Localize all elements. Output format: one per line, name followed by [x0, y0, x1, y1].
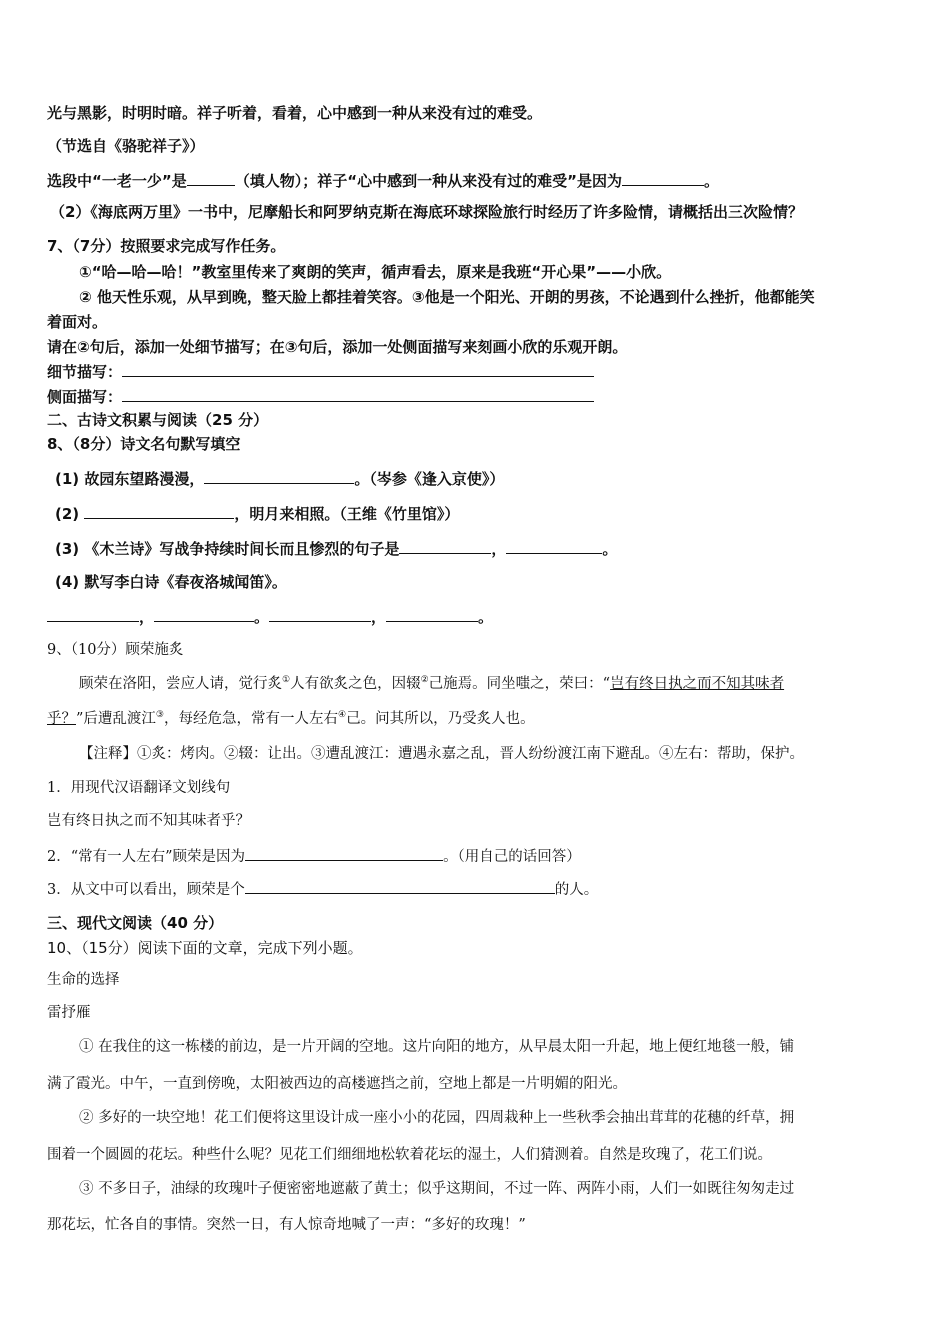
question-7-sentence-2: ② 他天性乐观，从早到晚，整天脸上都挂着笑容。③他是一个阳光、开朗的男孩，不论遇到什么挫折，他都能笑 [79, 288, 815, 306]
answer-blank[interactable] [154, 606, 254, 622]
answer-blank[interactable] [622, 170, 704, 186]
question-6-1: 选段中“一老一少”是 （填人物）；祥子“心中感到一种从来没有过的难受”是因为 。 [47, 172, 719, 190]
side-description-blank[interactable] [122, 386, 594, 402]
article-paragraph-3: ③ 不多日子，油绿的玫瑰叶子便密密地遮蔽了黄土；似乎这期间，不过一阵、两阵小雨，人们一如既往匆匆走过 [79, 1181, 795, 1197]
question-9-2: 2．“常有一人左右”顾荣是因为 。（用自己的话回答） [47, 845, 581, 867]
question-9-header: 9、（10分）顾荣施炙 [47, 642, 184, 658]
article-paragraph-2-cont: 围着一个圆圆的花坛。种些什么呢？见花工们细细地松软着花坛的湿土，人们猜测着。自然是玫瑰了，花工们说。 [47, 1147, 772, 1163]
classical-text-line-1: 顾荣在洛阳，尝应人请，觉行炙①人有欲炙之色，因辍②己施焉。同坐嗤之，荣曰：“岂有终日执之而不知其味者 [79, 675, 785, 692]
section-3-title: 三、现代文阅读（40 分） [47, 914, 224, 932]
question-8-4: (4) 默写李白诗《春夜洛城闻笛》。 [55, 573, 287, 591]
answer-blank[interactable] [269, 606, 371, 622]
side-description-row: 侧面描写： [47, 386, 594, 407]
question-8-4-blanks: ， 。 ， 。 [47, 606, 493, 627]
article-paragraph-3-cont: 那花坛，忙各自的事情。突然一日，有人惊奇地喊了一声：“多好的玫瑰！” [47, 1217, 526, 1233]
answer-blank[interactable] [245, 878, 555, 894]
detail-description-blank[interactable] [122, 361, 594, 377]
answer-blank[interactable] [204, 468, 354, 484]
answer-blank[interactable] [245, 845, 443, 861]
answer-blank[interactable] [187, 170, 235, 186]
question-8-2: (2) ，明月来相照。（王维《竹里馆》） [55, 505, 460, 523]
article-title: 生命的选择 [47, 972, 120, 988]
question-7-header: 7、（7分）按照要求完成写作任务。 [47, 237, 286, 255]
question-6-2: （2）《海底两万里》一书中，尼摩船长和阿罗纳克斯在海底环球探险旅行时经历了许多险情，请概括出三次险情？ [50, 203, 803, 221]
question-9-3: 3．从文中可以看出，顾荣是个 的人。 [47, 878, 598, 900]
article-paragraph-1: ① 在我住的这一栋楼的前边，是一片开阔的空地。这片向阳的地方，从早晨太阳一升起，地上便红地毯一般，铺 [79, 1039, 795, 1055]
classical-text-line-2: 乎？”后遭乱渡江③，每经危急，常有一人左右④己。问其所以，乃受炙人也。 [47, 710, 535, 727]
question-7-instruction: 请在②句后，添加一处细节描写；在③句后，添加一处侧面描写来刻画小欣的乐观开朗。 [47, 338, 628, 356]
article-paragraph-1-cont: 满了霞光。中午，一直到傍晚，太阳被西边的高楼遮挡之前，空地上都是一片明媚的阳光。 [47, 1076, 627, 1092]
question-8-1: (1) 故园东望路漫漫， 。（岑参《逢入京使》） [55, 470, 505, 488]
passage-end-line: 光与黑影，时明时暗。祥子听着，看着，心中感到一种从来没有过的难受。 [47, 104, 543, 122]
detail-description-row: 细节描写： [47, 361, 594, 382]
source-note: （节选自《骆驼祥子》） [47, 137, 205, 155]
question-9-1-sentence: 岂有终日执之而不知其味者乎？ [47, 813, 250, 829]
annotation-note: 【注释】①炙：烤肉。②辍：让出。③遭乱渡江：遭遇永嘉之乱，晋人纷纷渡江南下避乱。④左右：帮助，保护。 [79, 746, 804, 762]
question-7-sentence-cont: 着面对。 [47, 313, 108, 331]
question-9-1: 1．用现代汉语翻译文划线句 [47, 780, 231, 796]
question-8-header: 8、（8分）诗文名句默写填空 [47, 435, 241, 453]
article-paragraph-2: ② 多好的一块空地！花工们便将这里设计成一座小小的花园，四周栽种上一些秋季会抽出茸茸的花穗的纤草，拥 [79, 1110, 795, 1126]
answer-blank[interactable] [399, 538, 491, 554]
section-2-title: 二、古诗文积累与阅读（25 分） [47, 411, 269, 429]
question-7-sentence-1: ①“哈—哈—哈！”教室里传来了爽朗的笑声，循声看去，原来是我班“开心果”——小欣。 [79, 263, 672, 281]
question-8-3: (3) 《木兰诗》写战争持续时间长而且惨烈的句子是 ， 。 [55, 540, 618, 558]
question-10-header: 10、（15分）阅读下面的文章，完成下列小题。 [47, 939, 363, 957]
answer-blank[interactable] [47, 606, 139, 622]
answer-blank[interactable] [386, 606, 478, 622]
answer-blank[interactable] [506, 538, 602, 554]
answer-blank[interactable] [84, 503, 234, 519]
article-author: 雷抒雁 [47, 1005, 91, 1021]
